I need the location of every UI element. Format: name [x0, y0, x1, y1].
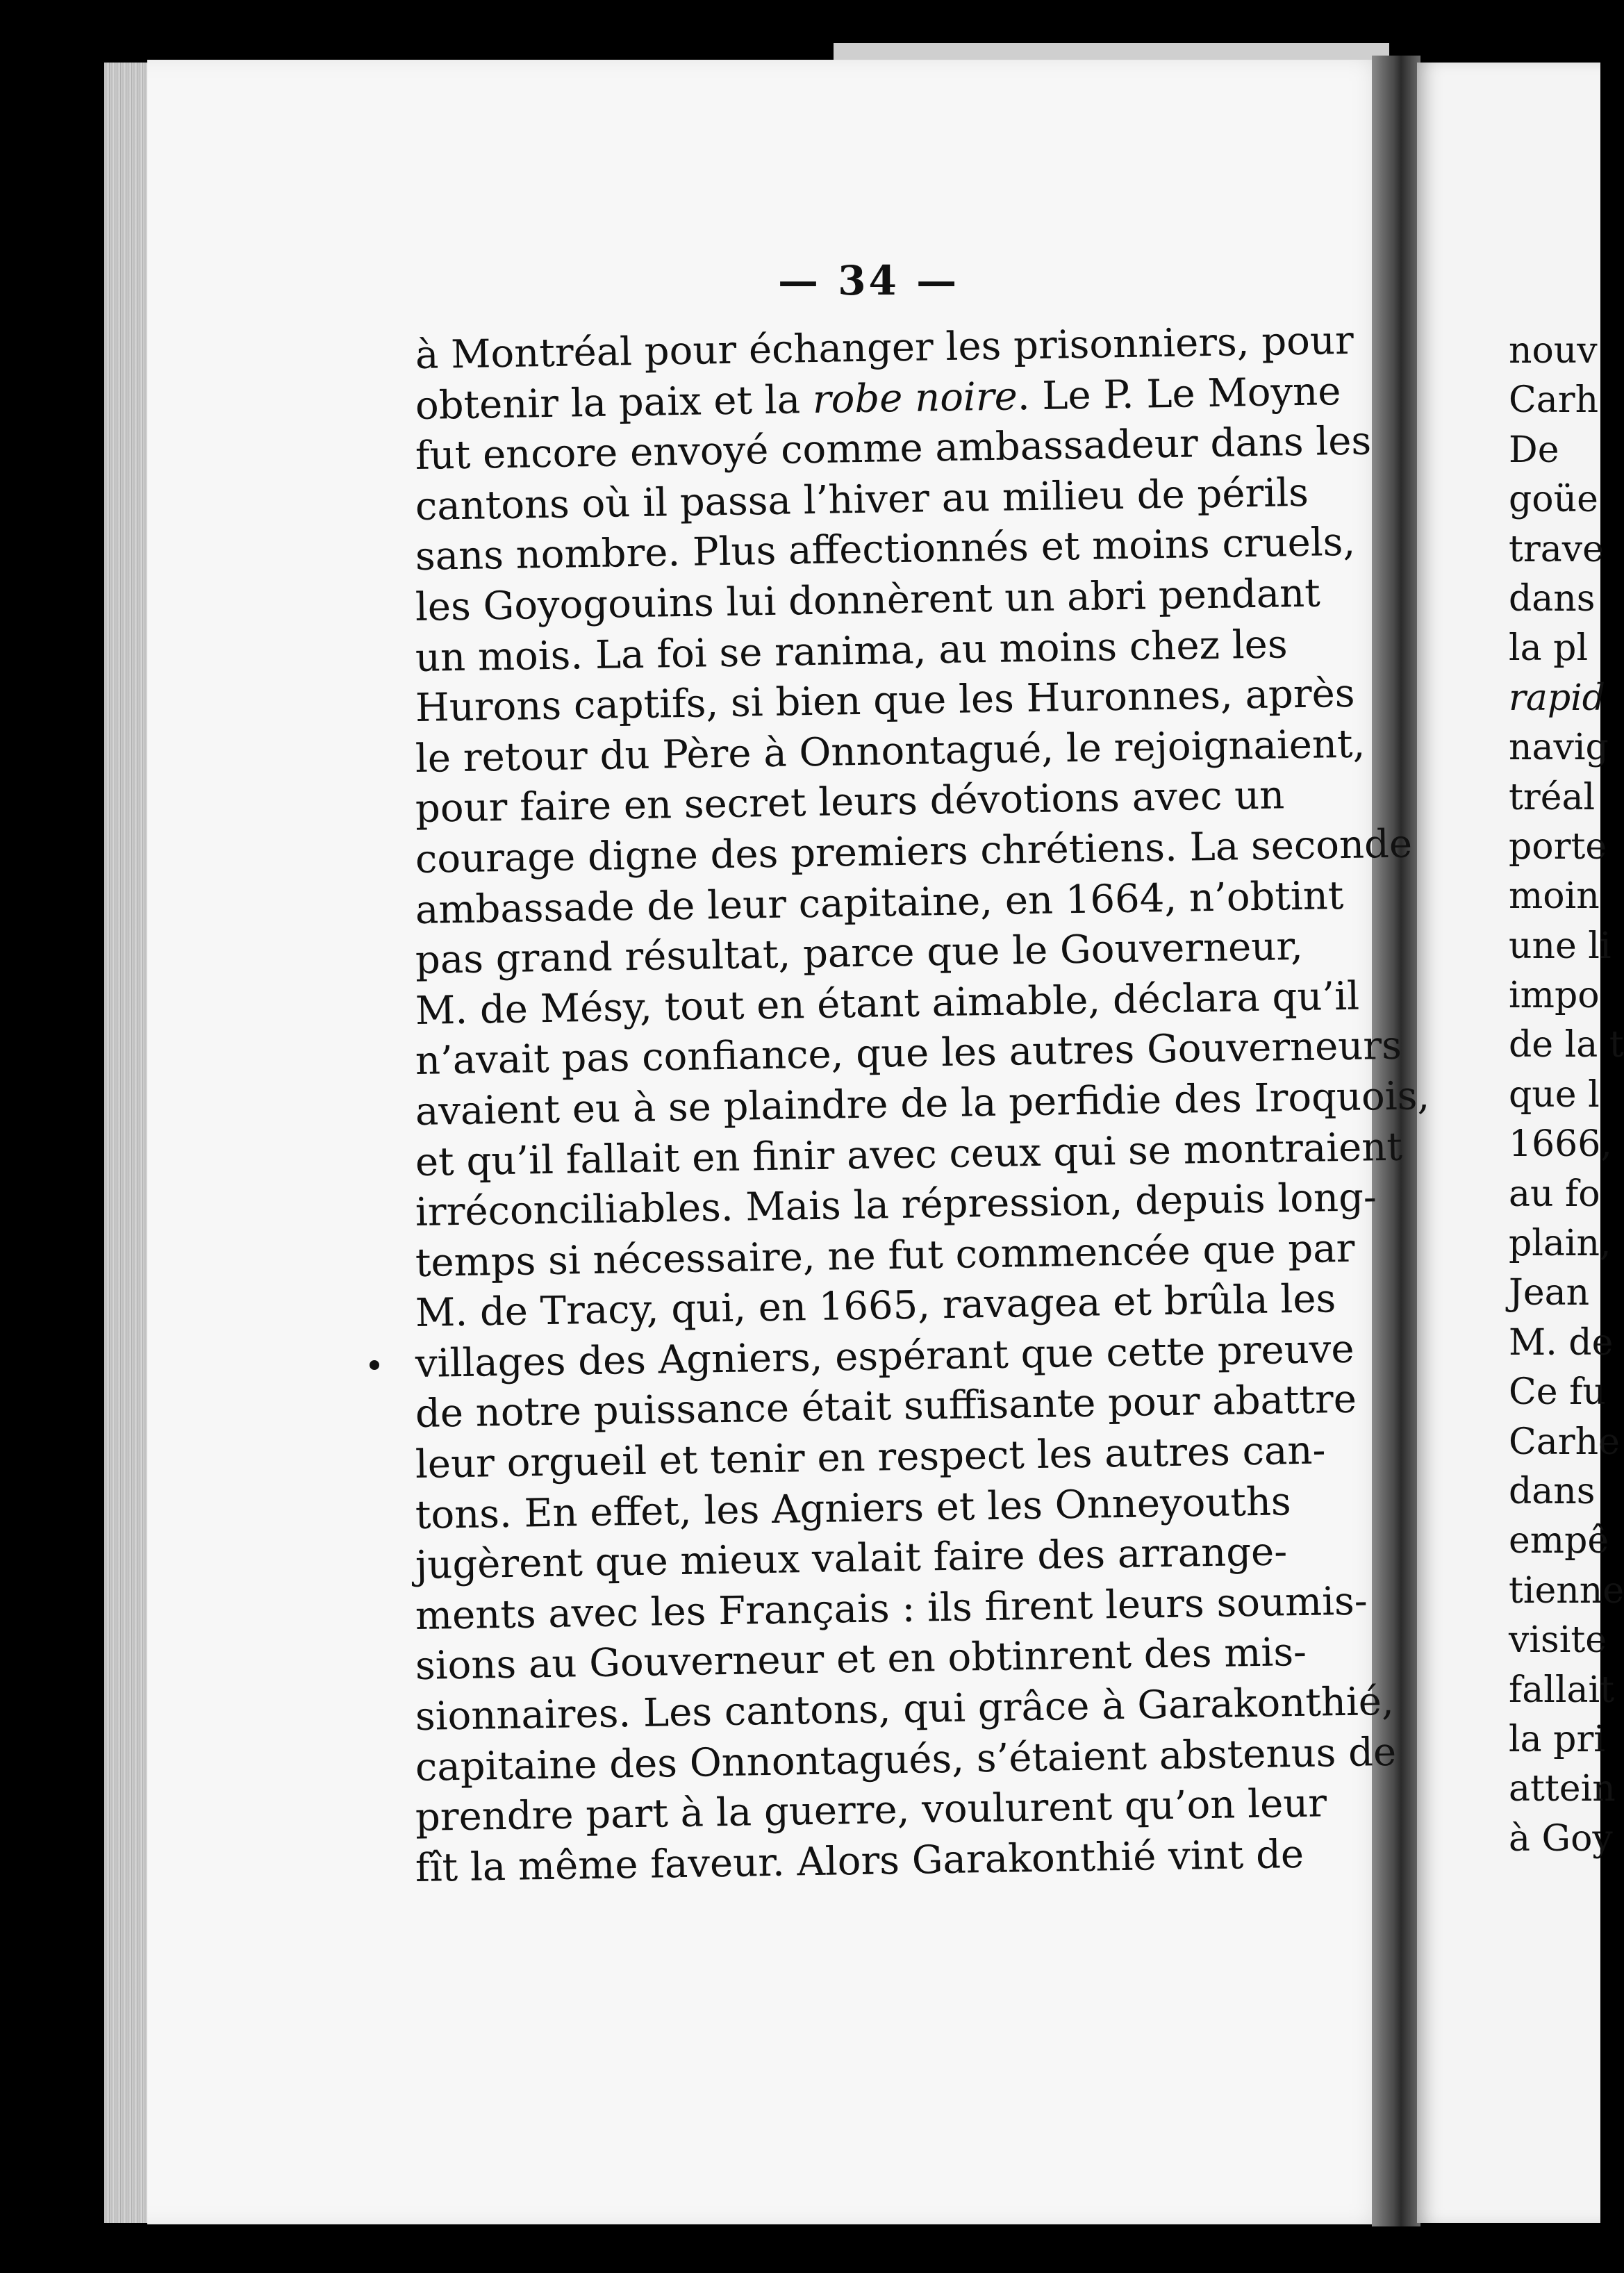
text-line: [1509, 872, 1600, 921]
line-text: Carh: [1509, 379, 1599, 422]
line-text: le retour du Père à Onnontagué, le rejoignaient,: [415, 721, 1366, 782]
text-line: [1509, 376, 1600, 425]
text-line: [1509, 1219, 1611, 1268]
line-text: obtenir la paix et la: [415, 377, 813, 429]
line-text: la pl: [1509, 627, 1589, 670]
line-text: un mois. La foi se ranima, au moins chez les: [415, 621, 1289, 681]
italic-text: robe noire: [812, 373, 1018, 422]
page-body-text: [415, 317, 1430, 1894]
text-line: [1509, 575, 1600, 624]
line-text: n’avait pas confiance, que les autres Gouverneurs: [415, 1023, 1402, 1084]
line-text: M. de Mésy, tout en étant aimable, déclara qu’il: [415, 973, 1360, 1034]
line-text: fallait: [1509, 1669, 1615, 1711]
line-text: De: [1509, 429, 1559, 471]
text-line: [1509, 1516, 1609, 1566]
line-text: goüe: [1509, 479, 1598, 521]
line-text: temps si nécessaire, ne fut commencée que par: [415, 1225, 1355, 1286]
line-text: avaient eu à se plaindre de la perfidie des Iroquois,: [415, 1073, 1430, 1134]
text-line: [1509, 723, 1609, 772]
line-text: navig: [1509, 727, 1609, 769]
line-text: M. de Tracy, qui, en 1665, ravagea et brûla les: [415, 1276, 1336, 1337]
line-text: de la t: [1509, 1024, 1624, 1066]
text-line: [1509, 475, 1600, 524]
page-number: — 34 —: [778, 257, 960, 304]
text-line: [1509, 1071, 1600, 1120]
text-line: [1509, 971, 1600, 1020]
line-text: ambassade de leur capitaine, en 1664, n’obtint: [415, 873, 1344, 933]
line-text: Jean: [1509, 1272, 1590, 1314]
text-line: [1509, 426, 1600, 475]
text-line: [1509, 1170, 1600, 1219]
text-line: [1509, 1120, 1612, 1169]
line-text: à Montréal pour échanger les prisonniers, pour: [415, 317, 1354, 378]
line-text: 1666,: [1509, 1123, 1612, 1166]
line-text: empê: [1509, 1520, 1609, 1562]
text-line: [1509, 674, 1606, 723]
text-line: [1509, 1418, 1620, 1467]
line-text: dans: [1509, 577, 1596, 620]
line-text: la pri: [1509, 1718, 1605, 1760]
line-text: cantons où il passa l’hiver au milieu de périls: [415, 470, 1309, 529]
line-text: fît la même faveur. Alors Garakonthié vint de: [415, 1831, 1304, 1891]
text-line: [1509, 1715, 1605, 1764]
line-text: Hurons captifs, si bien que les Huronnes, après: [415, 670, 1355, 732]
line-text: dans: [1509, 1470, 1596, 1512]
line-text: prendre part à la guerre, voulurent qu’on leur: [415, 1780, 1327, 1841]
line-text: plain,: [1509, 1223, 1611, 1265]
line-text: trave: [1509, 528, 1604, 570]
line-text: les Goyogouins lui donnèrent un abri pendant: [415, 570, 1321, 630]
text-line: [1509, 525, 1604, 575]
line-text: leur orgueil et tenir en respect les autres can-: [415, 1428, 1326, 1488]
line-text: attein: [1509, 1768, 1616, 1810]
italic-text: rapid: [1509, 677, 1606, 719]
facing-page-text: [1509, 327, 1624, 1864]
page-stack-edge: [104, 63, 153, 2223]
text-line: [1509, 773, 1600, 823]
line-text: M. de: [1509, 1321, 1614, 1364]
text-line: [1509, 327, 1600, 376]
line-text: tons. En effet, les Agniers et les Onneyouths: [415, 1478, 1292, 1538]
margin-mark: [370, 1360, 379, 1370]
line-text: tienne: [1509, 1569, 1624, 1612]
text-line: [1509, 1268, 1600, 1318]
line-text: courage digne des premiers chrétiens. La seconde: [415, 821, 1413, 882]
line-text: visite: [1509, 1619, 1607, 1662]
line-text: de notre puissance était suffisante pour abattre: [415, 1377, 1357, 1437]
line-text: sions au Gouverneur et en obtinrent des mis-: [415, 1630, 1307, 1689]
line-text: moin: [1509, 875, 1600, 918]
line-text: au fo: [1509, 1173, 1600, 1215]
line-text: ments avec les Français : ils firent leurs soumis-: [415, 1578, 1368, 1639]
line-text: irréconciliables. Mais la répression, depuis long-: [415, 1175, 1377, 1236]
text-line: [1509, 922, 1611, 971]
line-text: sans nombre. Plus affectionnés et moins cruels,: [415, 520, 1356, 580]
line-text: porte: [1509, 825, 1607, 868]
line-text: et qu’il fallait en finir avec ceux qui se montraient: [415, 1124, 1403, 1185]
line-text: pas grand résultat, parce que le Gouverneur,: [415, 924, 1304, 984]
line-text: tréal: [1509, 776, 1596, 818]
text-line: [1509, 1020, 1624, 1070]
line-text: que l: [1509, 1073, 1600, 1116]
line-text: à Goy: [1509, 1817, 1613, 1860]
text-line: [1509, 1368, 1606, 1417]
text-line: [1509, 624, 1600, 673]
text-line: [1509, 1319, 1614, 1368]
text-line: [1509, 1815, 1613, 1864]
text-line: [1509, 823, 1607, 872]
text-line: [1509, 1467, 1600, 1516]
text-line: [1509, 1567, 1624, 1616]
line-text: une li: [1509, 925, 1611, 967]
line-text: fut encore envoyé comme ambassadeur dans les: [415, 418, 1372, 479]
line-text: impo: [1509, 975, 1600, 1017]
text-line: [1509, 1616, 1607, 1665]
line-text: pour faire en secret leurs dévotions avec un: [415, 772, 1285, 832]
line-text: villages des Agniers, espérant que cette preuve: [415, 1326, 1354, 1387]
line-text: Ce fu: [1509, 1371, 1606, 1414]
line-text: Carhe: [1509, 1421, 1620, 1463]
text-line: [1509, 1666, 1615, 1715]
line-text: jugèrent que mieux valait faire des arrange-: [415, 1529, 1288, 1589]
line-text: . Le P. Le Moyne: [1017, 368, 1341, 419]
line-text: sionnaires. Les cantons, qui grâce à Garakonthié,: [415, 1678, 1395, 1740]
line-text: capitaine des Onnontagués, s’étaient abstenus de: [415, 1729, 1397, 1790]
line-text: nouv: [1509, 330, 1598, 372]
text-line: [1509, 1764, 1616, 1814]
